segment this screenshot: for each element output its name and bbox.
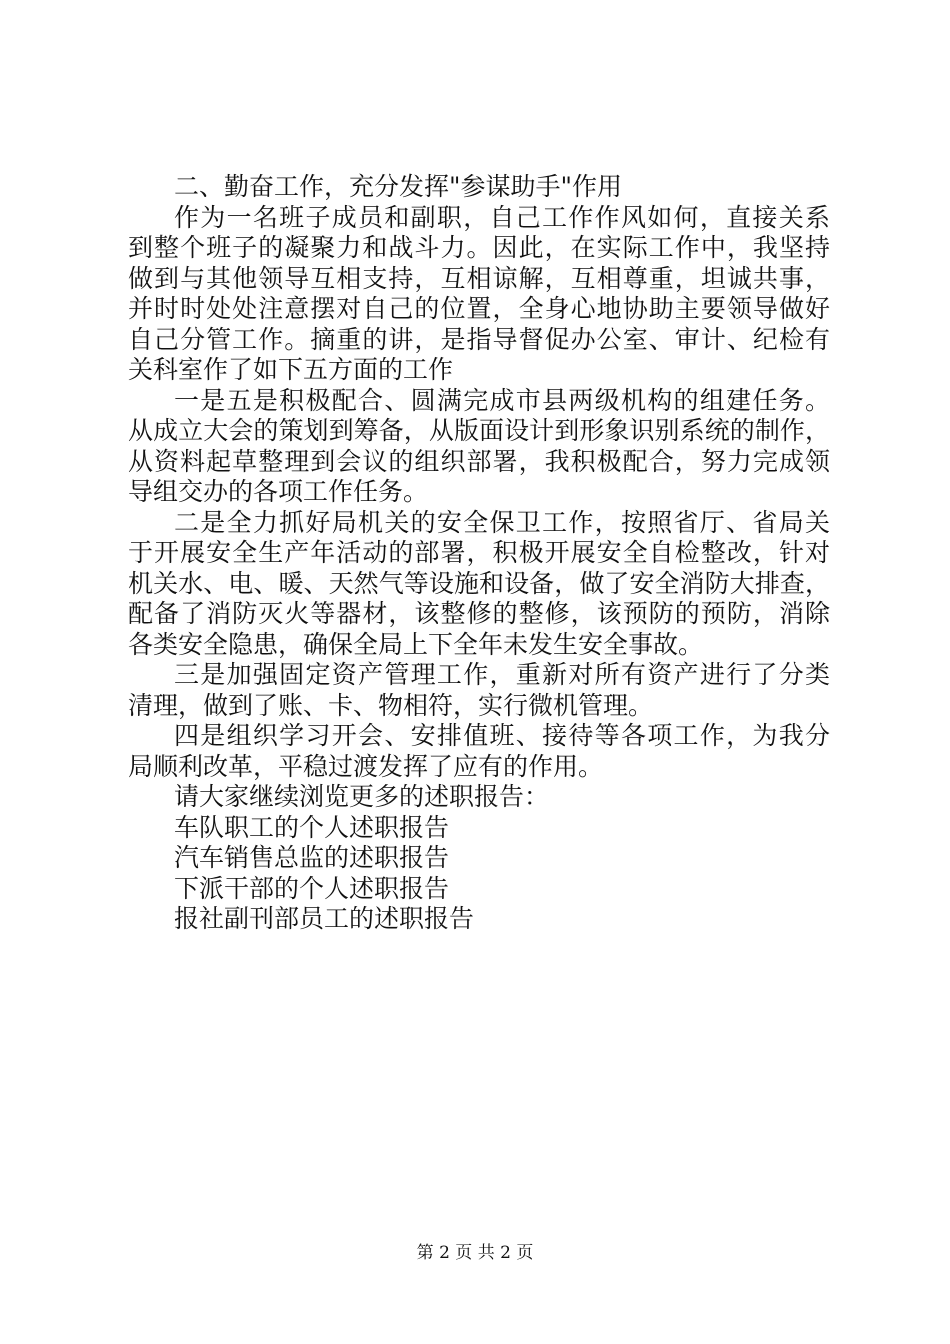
- text-line: 三是加强固定资产管理工作，重新对所有资产进行了分类: [174, 660, 830, 689]
- text-line: 关科室作了如下五方面的工作: [128, 355, 454, 384]
- text-line: 并时时处处注意摆对自己的位置，全身心地协助主要领导做好: [128, 294, 830, 323]
- text-line: 二是全力抓好局机关的安全保卫工作，按照省厅、省局关: [174, 507, 830, 537]
- text-line: 汽车销售总监的述职报告: [174, 843, 450, 872]
- text-line: 二、勤奋工作，充分发挥"参谋助手"作用: [174, 172, 622, 201]
- text-line: 自己分管工作。摘重的讲，是指导督促办公室、审计、纪检有: [128, 324, 830, 354]
- text-line: 清理，做到了账、卡、物相符，实行微机管理。: [128, 690, 654, 720]
- text-line: 请大家继续浏览更多的述职报告：: [174, 782, 550, 811]
- text-line: 报社副刊部员工的述职报告: [174, 904, 475, 933]
- text-line: 各类安全隐患，确保全局上下全年未发生安全事故。: [128, 629, 704, 659]
- text-line: 机关水、电、暖、天然气等设施和设备，做了安全消防大排查，: [128, 568, 830, 598]
- text-line: 从资料起草整理到会议的组织部署，我积极配合，努力完成领: [128, 446, 830, 476]
- text-line: 车队职工的个人述职报告: [174, 812, 450, 842]
- text-line: 四是组织学习开会、安排值班、接待等各项工作，为我分: [174, 721, 830, 750]
- text-line: 局顺利改革，平稳过渡发挥了应有的作用。: [128, 751, 604, 781]
- text-line: 下派干部的个人述职报告: [174, 873, 450, 903]
- text-line: 作为一名班子成员和副职，自己工作作风如何，直接关系: [174, 202, 830, 232]
- text-line: 一是五是积极配合、圆满完成市县两级机构的组建任务。: [174, 385, 830, 415]
- text-line: 到整个班子的凝聚力和战斗力。因此，在实际工作中，我坚持: [128, 233, 830, 262]
- text-line: 配备了消防灭火等器材，该整修的整修，该预防的预防，消除: [128, 599, 830, 628]
- document-body: [128, 172, 830, 935]
- text-line: 导组交办的各项工作任务。: [128, 477, 429, 506]
- text-line: 于开展安全生产年活动的部署，积极开展安全自检整改，针对: [128, 538, 830, 567]
- text-line: 做到与其他领导互相支持，互相谅解，互相尊重，坦诚共事，: [128, 263, 830, 293]
- page-footer: 第 2 页 共 2 页: [416, 1243, 534, 1263]
- text-line: 从成立大会的策划到筹备，从版面设计到形象识别系统的制作，: [128, 416, 830, 445]
